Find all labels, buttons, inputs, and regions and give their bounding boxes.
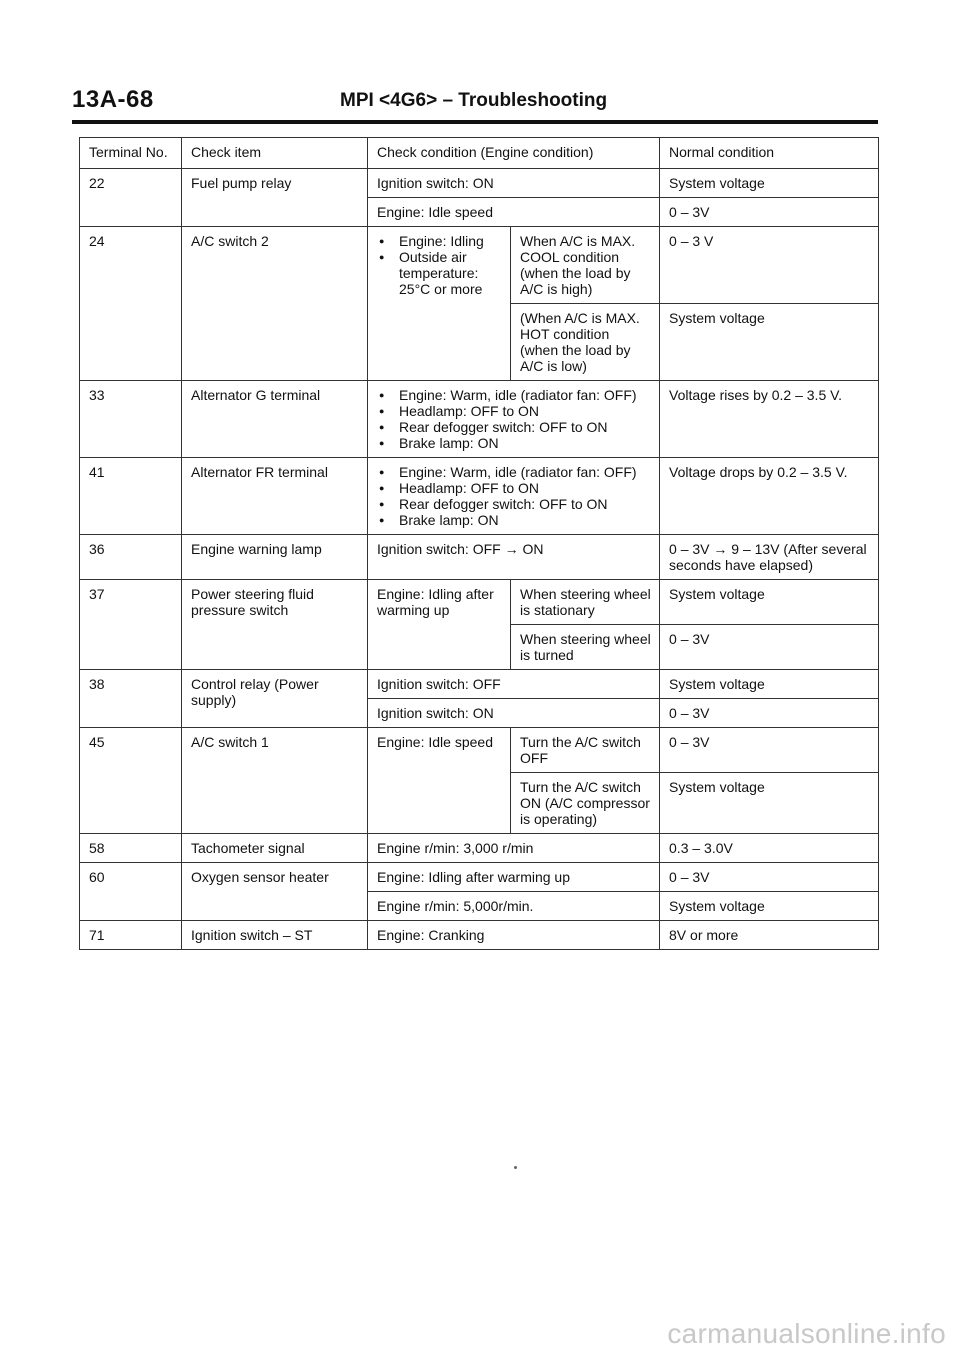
check-condition [368, 381, 660, 458]
header-rule [72, 120, 878, 124]
table-row [80, 834, 879, 863]
condition-bullet: ● Brake lamp: ON [377, 435, 651, 451]
check-item: Alternator FR terminal [182, 458, 368, 535]
check-item: A/C switch 1 [182, 728, 368, 834]
terminal-number: 71 [80, 921, 182, 950]
check-item: Power steering fluid pressure switch [182, 580, 368, 670]
table-row [80, 921, 879, 950]
terminal-number: 41 [80, 458, 182, 535]
check-item: Oxygen sensor heater [182, 863, 368, 921]
normal-condition: System voltage [660, 670, 879, 699]
normal-condition: 0 – 3V [660, 625, 879, 670]
terminal-number: 36 [80, 535, 182, 580]
page-title: MPI <4G6> – Troubleshooting [340, 90, 608, 111]
check-item: Control relay (Power supply) [182, 670, 368, 728]
condition-bullet: ● Engine: Idling [377, 233, 502, 249]
check-item: Tachometer signal [182, 834, 368, 863]
page-header [72, 86, 878, 118]
condition-bullet: ● Rear defogger switch: OFF to ON [377, 419, 651, 435]
normal-condition: System voltage [660, 580, 879, 625]
table-row [80, 458, 879, 535]
scan-speck [514, 1166, 517, 1169]
sub-condition: (When A/C is MAX. HOT condition (when the load by A/C is low) [511, 304, 660, 381]
check-item: Alternator G terminal [182, 381, 368, 458]
terminal-number: 38 [80, 670, 182, 728]
sub-condition: Turn the A/C switch OFF [511, 728, 660, 773]
check-item: Fuel pump relay [182, 169, 368, 227]
check-condition: Engine: Idling after warming up [368, 580, 511, 670]
table-row [80, 227, 879, 304]
check-item: A/C switch 2 [182, 227, 368, 381]
normal-condition: 0 – 3V → 9 – 13V (After several seconds have elapsed) [660, 535, 879, 580]
table-row [80, 381, 879, 458]
condition-bullet-list [377, 387, 651, 451]
condition-bullet: ● Engine: Warm, idle (radiator fan: OFF) [377, 464, 651, 480]
sub-condition: Turn the A/C switch ON (A/C compressor is operating) [511, 773, 660, 834]
site-watermark: carmanualsonline.info [667, 1318, 946, 1349]
check-condition: Engine: Idle speed [368, 198, 660, 227]
table-row [80, 670, 879, 699]
condition-bullet: ● Headlamp: OFF to ON [377, 403, 651, 419]
check-item: Engine warning lamp [182, 535, 368, 580]
check-item: Ignition switch – ST [182, 921, 368, 950]
check-condition: Engine: Idling after warming up [368, 863, 660, 892]
normal-condition: System voltage [660, 892, 879, 921]
table-row [80, 169, 879, 198]
check-condition: Engine r/min: 5,000r/min. [368, 892, 660, 921]
terminal-number: 33 [80, 381, 182, 458]
condition-bullet: ● Outside air temperature: 25°C or more [377, 249, 502, 297]
table-row [80, 728, 879, 773]
column-header-check-item: Check item [182, 138, 368, 169]
normal-condition: 0 – 3V [660, 863, 879, 892]
normal-condition: Voltage rises by 0.2 – 3.5 V. [660, 381, 879, 458]
normal-condition: 0 – 3V [660, 198, 879, 227]
normal-condition: 0.3 – 3.0V [660, 834, 879, 863]
check-condition: Engine: Cranking [368, 921, 660, 950]
check-condition: Engine: Idle speed [368, 728, 511, 834]
normal-condition: 0 – 3V [660, 728, 879, 773]
normal-condition: 0 – 3V [660, 699, 879, 728]
condition-bullet-list [377, 233, 502, 297]
condition-bullet: ● Engine: Warm, idle (radiator fan: OFF) [377, 387, 651, 403]
check-condition: Ignition switch: OFF → ON [368, 535, 660, 580]
table-row [80, 580, 879, 625]
terminal-number: 58 [80, 834, 182, 863]
page-number: 13A-68 [72, 86, 154, 113]
normal-condition: 8V or more [660, 921, 879, 950]
check-condition: Ignition switch: ON [368, 699, 660, 728]
normal-condition: System voltage [660, 773, 879, 834]
terminal-number: 45 [80, 728, 182, 834]
normal-condition: 0 – 3 V [660, 227, 879, 304]
check-condition: Ignition switch: OFF [368, 670, 660, 699]
check-condition: Engine r/min: 3,000 r/min [368, 834, 660, 863]
check-condition [368, 458, 660, 535]
sub-condition: When A/C is MAX. COOL condition (when the load by A/C is high) [511, 227, 660, 304]
column-header-terminal: Terminal No. [80, 138, 182, 169]
table-row [80, 863, 879, 892]
column-header-check-condition: Check condition (Engine condition) [368, 138, 660, 169]
table-row [80, 535, 879, 580]
check-condition: Ignition switch: ON [368, 169, 660, 198]
column-header-normal-condition: Normal condition [660, 138, 879, 169]
terminal-number: 37 [80, 580, 182, 670]
condition-bullet: ● Brake lamp: ON [377, 512, 651, 528]
condition-bullet-list [377, 464, 651, 528]
condition-bullet: ● Rear defogger switch: OFF to ON [377, 496, 651, 512]
table-header-row [80, 138, 879, 169]
normal-condition: System voltage [660, 169, 879, 198]
normal-condition: Voltage drops by 0.2 – 3.5 V. [660, 458, 879, 535]
normal-condition: System voltage [660, 304, 879, 381]
terminal-number: 22 [80, 169, 182, 227]
condition-bullet: ● Headlamp: OFF to ON [377, 480, 651, 496]
troubleshooting-table [79, 137, 879, 950]
terminal-number: 60 [80, 863, 182, 921]
sub-condition: When steering wheel is stationary [511, 580, 660, 625]
check-condition [368, 227, 511, 381]
sub-condition: When steering wheel is turned [511, 625, 660, 670]
terminal-number: 24 [80, 227, 182, 381]
